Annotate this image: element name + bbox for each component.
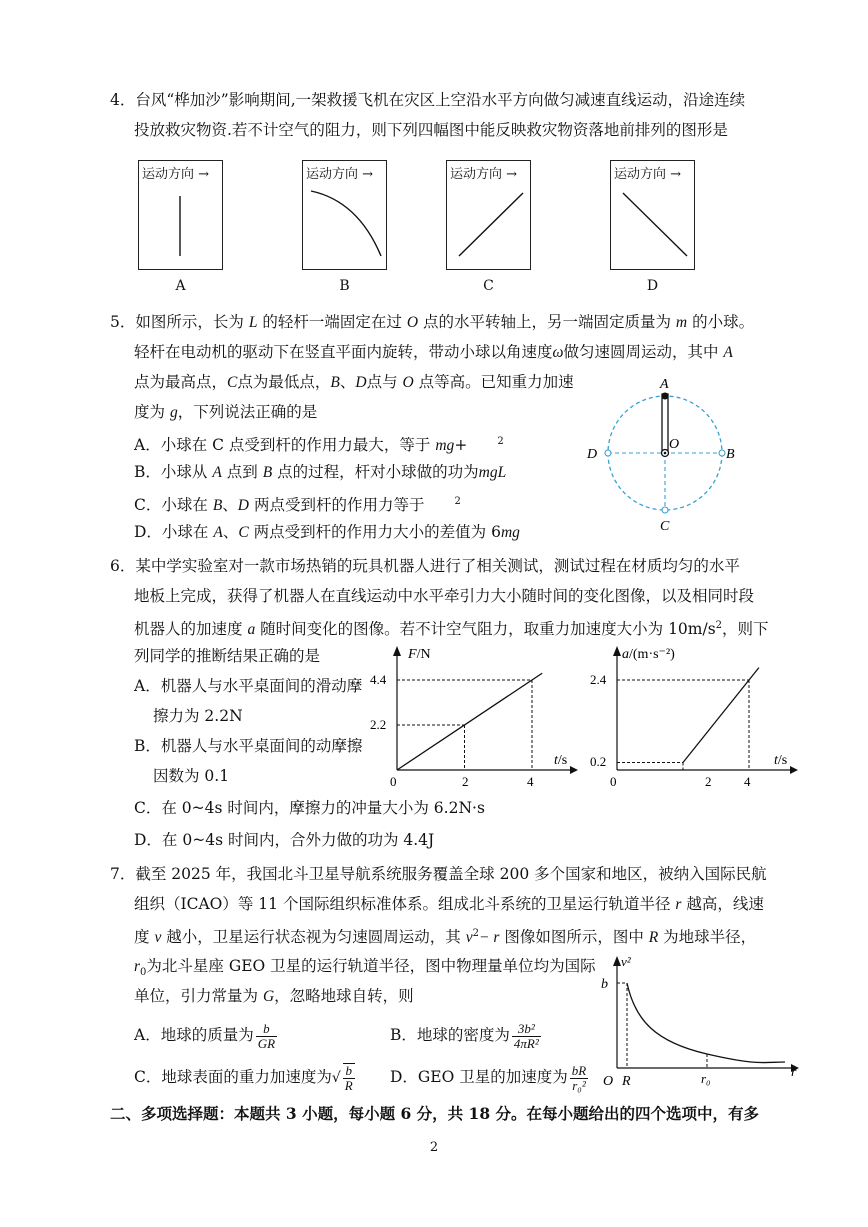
motion-direction-label: 运动方向: [142, 167, 195, 182]
q7-stem-line3: 度 v 越小，卫星运行状态视为匀速圆周运动，其 $v^2- r$ 图像如图所示，图中 R 为地球半径，: [134, 928, 757, 947]
series-line: [397, 673, 542, 770]
y-axis-arrow: [393, 646, 401, 656]
option-letter-a: A: [175, 278, 186, 294]
q5-option-a: A．小球在 C 点受到杆的作用力最大，等于 mg+ $^2$: [134, 436, 504, 455]
y-tick-2-4: 2.4: [590, 672, 607, 687]
y-tick-0-2: 0.2: [590, 754, 607, 769]
q6-stem-line2: 地板上完成，获得了机器人在直线运动中水平牵引力大小随时间的变化图像，以及相同时段: [134, 587, 755, 605]
arrow-right-icon: →: [198, 167, 210, 182]
q7-stem-line2: 组织（ICAO）等 11 个国际组织标准体系。组成北斗系统的卫星运行轨道半径 r 越高，线速: [134, 895, 764, 913]
label-r0: r₀: [701, 1071, 711, 1086]
q7-option-d: D．GEO 卫星的加速度为 $\frac{bR}{\text{r₀²}}$: [390, 1062, 587, 1093]
page-number: 2: [429, 1140, 439, 1155]
label-c: C: [660, 519, 670, 534]
motion-direction-label: 运动方向: [306, 167, 359, 182]
force-time-graph: [360, 640, 580, 790]
y-axis-arrow: [613, 956, 621, 966]
q6-stem-line1: 6．某中学实验室对一款市场热销的玩具机器人进行了相关测试，测试过程在材质均匀的水平: [110, 557, 740, 575]
x-axis-label: t/s: [774, 753, 788, 768]
v2-r-graph: [595, 950, 805, 1090]
q6-option-a-line1: A．机器人与水平桌面间的滑动摩: [134, 677, 363, 695]
y-tick-4-4: 4.4: [370, 672, 387, 687]
q6-option-c: C．在 0~4s 时间内，摩擦力的冲量大小为 6.2N·s: [134, 799, 485, 817]
point-d-marker: [605, 450, 611, 456]
y-axis-label: a/(m·s⁻²): [622, 647, 675, 662]
q7-option-a: A．地球的质量为 $\frac{b}{GR}$: [134, 1020, 276, 1051]
label-b: b: [601, 977, 608, 992]
drop-pattern-falling-line: [611, 161, 696, 271]
q4-stem-line2: 投放救灾物资.若不计空气的阻力，则下列四幅图中能反映救灾物资落地前排列的图形是: [134, 121, 728, 139]
q7-stem-line1: 7．截至 2025 年，我国北斗卫星导航系统服务覆盖全球 200 多个国家和地区，被纳入国际民航: [110, 865, 767, 883]
drop-pattern-curve: [303, 161, 388, 271]
light-rod: [662, 394, 668, 453]
section2-header: 二、多项选择题：本题共 3 小题，每小题 6 分，共 18 分。在每小题给出的四个选项中，有多: [110, 1104, 760, 1123]
q5-stem-line3: 点为最高点，C点为最低点，B、D点与 O 点等高。已知重力加速: [134, 373, 574, 391]
option-letter-c: C: [483, 278, 494, 294]
q6-option-d: D．在 0~4s 时间内，合外力做的功为 4.4J: [134, 831, 435, 849]
q7-stem-line5: 单位，引力常量为 G，忽略地球自转，则: [134, 987, 414, 1005]
q7-option-b: B．地球的密度为 $\frac{\text{3b²}}{\text{4πR²}}$: [390, 1020, 539, 1051]
label-r-earth: R: [622, 1074, 631, 1089]
arrow-right-icon: →: [506, 167, 518, 182]
y-axis-label: v²: [621, 954, 631, 969]
option-letter-b: B: [339, 278, 350, 294]
motion-direction-label: 运动方向: [450, 167, 503, 182]
ball: [662, 393, 669, 400]
arrow-right-icon: →: [362, 167, 374, 182]
point-b-marker: [719, 450, 725, 456]
q5-option-c: C．小球在 B、D 两点受到杆的作用力等于 $^2$: [134, 496, 461, 515]
q6-option-b-line1: B．机器人与水平桌面间的动摩擦: [134, 737, 363, 755]
q6-option-a-line2: 擦力为 2.2N: [153, 707, 243, 725]
x-tick-2: 2: [705, 774, 712, 789]
x-axis-label: r: [791, 1065, 797, 1080]
label-d: D: [587, 447, 598, 462]
q5-option-d: D．小球在 A、C 两点受到杆的作用力大小的差值为 6mg: [134, 523, 520, 541]
label-a: A: [660, 377, 669, 392]
x-axis-arrow: [790, 766, 798, 774]
q6-stem-line3: 机器人的加速度 a 随时间变化的图像。若不计空气阻力，取重力加速度大小为 $10m/s^2$，则下: [134, 620, 769, 639]
label-o: O: [603, 1074, 614, 1089]
q7-option-c: C．地球表面的重力加速度为√ $\frac{b}{R}$: [134, 1063, 353, 1093]
q5-stem-line2: 轻杆在电动机的驱动下在竖直平面内旋转，带动小球以角速度ω做匀速圆周运动，其中 A: [134, 343, 733, 361]
label-b: B: [726, 447, 735, 462]
q5-stem-line1: 5．如图所示，长为 L 的轻杆一端固定在过 O 点的水平转轴上，另一端固定质量为 m 的小球。: [110, 313, 755, 331]
x-axis-arrow: [570, 766, 578, 774]
q4-stem-line1: 4．台风“桦加沙”影响期间,一架救援飞机在灾区上空沿水平方向做匀减速直线运动，沿途连续: [110, 91, 746, 109]
arrow-right-icon: →: [670, 167, 682, 182]
x-tick-4: 4: [744, 774, 751, 789]
y-tick-2-2: 2.2: [370, 717, 387, 732]
option-letter-d: D: [646, 278, 659, 294]
v2-r-curve: [627, 983, 785, 1063]
label-o: O: [669, 437, 680, 452]
drop-pattern-rising-line: [447, 161, 532, 271]
x-tick-4: 4: [527, 774, 534, 789]
q7-stem-line4: $r_0$为北斗星座 GEO 卫星的运行轨道半径，图中物理量单位均为国际: [134, 957, 596, 979]
y-axis-label: F/N: [408, 647, 431, 662]
acceleration-time-graph: [580, 640, 800, 790]
x-tick-0: 0: [610, 774, 617, 789]
motion-direction-label: 运动方向: [614, 167, 667, 182]
q6-stem-line4: 列同学的推断结果正确的是: [134, 647, 321, 665]
q5-option-b: B．小球从 A 点到 B 点的过程，杆对小球做的功为mgL: [134, 463, 507, 481]
y-axis-arrow: [613, 646, 621, 656]
series-line: [683, 668, 759, 763]
x-tick-2: 2: [462, 774, 469, 789]
x-axis-label: t/s: [554, 753, 568, 768]
q6-option-b-line2: 因数为 0.1: [153, 767, 230, 785]
drop-pattern-vertical: [139, 161, 224, 271]
point-c-marker: [662, 507, 668, 513]
x-tick-0: 0: [390, 774, 397, 789]
q5-stem-line4: 度为 g，下列说法正确的是: [134, 403, 318, 421]
q5-circle-figure: [580, 370, 750, 535]
